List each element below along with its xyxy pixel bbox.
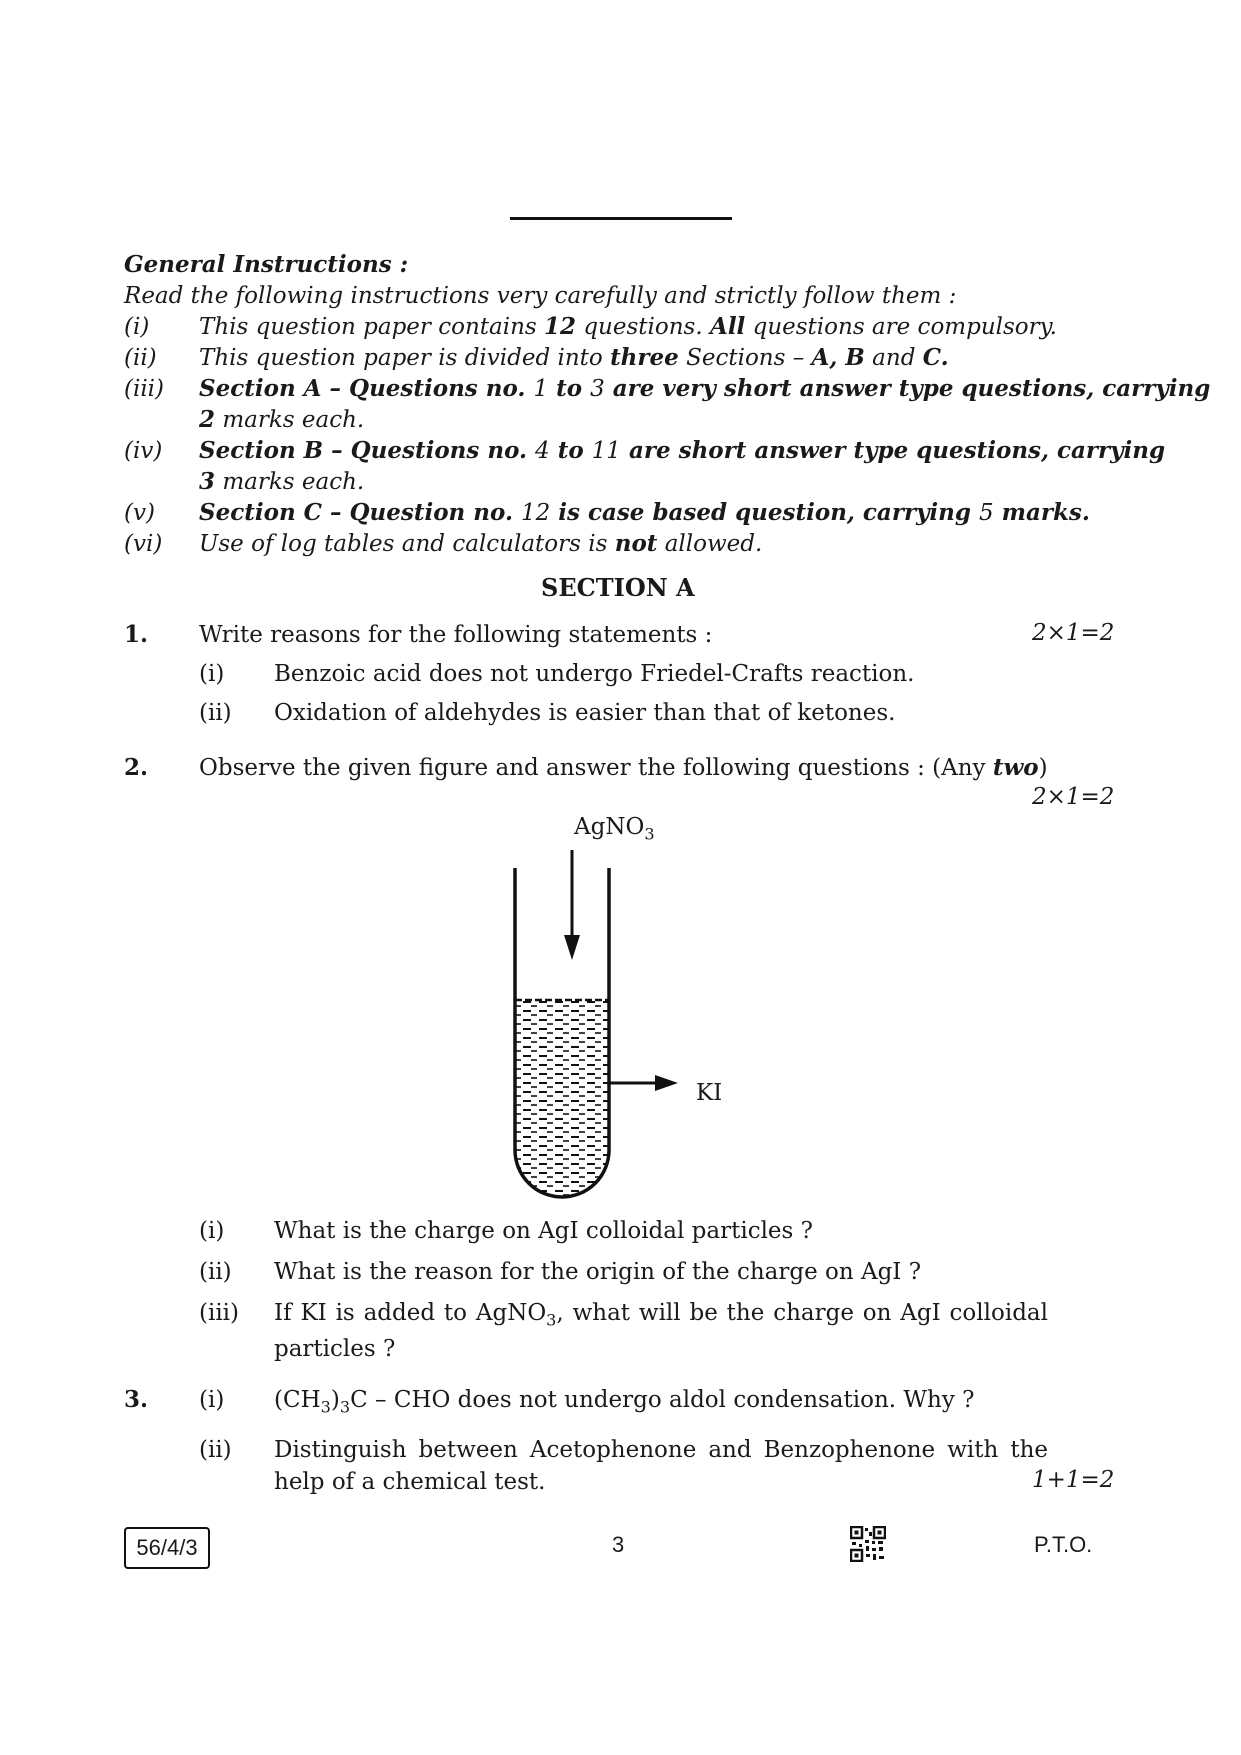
q1-sub-i-number: (i) — [199, 661, 225, 687]
q2-sub-iii-number: (iii) — [199, 1300, 240, 1326]
instruction-text-cont: 3 marks each. — [199, 468, 365, 495]
q2-text: Observe the given figure and answer the following questions : (Any two) — [199, 754, 1048, 781]
instruction-number: (vi) — [124, 531, 163, 557]
q2-sub-iii-text: If KI is added to AgNO$_3$, what will be the charge on AgI colloidal — [274, 1300, 1048, 1330]
agno3-label: AgNO$_3$ — [574, 814, 655, 844]
instruction-number: (v) — [124, 500, 155, 526]
agno3-arrow — [564, 850, 580, 960]
instruction-text-cont: 2 marks each. — [199, 406, 365, 433]
instructions-intro: Read the following instructions very carefully and strictly follow them : — [124, 283, 957, 309]
q2-marks: 2×1=2 — [1032, 784, 1115, 810]
q3-sub-i-text: $(CH_3)_3C$ – CHO does not undergo aldol condensation. Why ? — [274, 1387, 975, 1417]
q2-sub-iii-text-cont: particles ? — [274, 1336, 396, 1362]
instructions-heading: General Instructions : — [124, 251, 409, 278]
instruction-text: Section B – Questions no. 4 to 11 are short answer type questions, carrying — [199, 437, 1166, 464]
pto-label: P.T.O. — [1034, 1532, 1093, 1557]
q1-number: 1. — [124, 621, 149, 648]
instruction-number: (ii) — [124, 345, 157, 371]
instruction-text: Section A – Questions no. 1 to 3 are very short answer type questions, carrying — [199, 375, 1211, 402]
instruction-text: This question paper is divided into three Sections – A, B and C. — [199, 344, 949, 371]
ki-label: KI — [696, 1080, 723, 1106]
q1-text: Write reasons for the following statements : — [199, 622, 713, 648]
q3-marks: 1+1=2 — [1032, 1467, 1115, 1493]
q3-sub-i-number: (i) — [199, 1387, 225, 1413]
q1-sub-ii-number: (ii) — [199, 700, 232, 726]
instruction-text: Section C – Question no. 12 is case based question, carrying 5 marks. — [199, 499, 1090, 526]
q2-sub-ii-text: What is the reason for the origin of the charge on AgI ? — [274, 1259, 922, 1285]
q1-sub-i-text: Benzoic acid does not undergo Friedel-Crafts reaction. — [274, 661, 915, 687]
ki-arrow — [609, 1075, 678, 1091]
q2-sub-ii-number: (ii) — [199, 1259, 232, 1285]
top-rule — [510, 217, 732, 220]
q1-sub-ii-text: Oxidation of aldehydes is easier than that of ketones. — [274, 700, 896, 726]
q1-marks: 2×1=2 — [1032, 620, 1115, 646]
q3-sub-ii-text: Distinguish between Acetophenone and Benzophenone with the — [274, 1437, 1048, 1463]
ki-solution — [515, 1000, 609, 1200]
page-number: 3 — [612, 1532, 625, 1557]
instruction-text: This question paper contains 12 questions. All questions are compulsory. — [199, 313, 1057, 340]
instruction-number: (iii) — [124, 376, 165, 402]
test-tube-figure — [490, 800, 750, 1210]
instruction-number: (iv) — [124, 438, 163, 464]
paper-code-badge: 56/4/3 — [124, 1527, 210, 1569]
q2-sub-i-text: What is the charge on AgI colloidal particles ? — [274, 1218, 813, 1244]
q3-number: 3. — [124, 1386, 149, 1413]
q2-number: 2. — [124, 754, 149, 781]
section-a-title: SECTION A — [541, 573, 695, 602]
q2-sub-i-number: (i) — [199, 1218, 225, 1244]
qr-code-icon — [850, 1526, 886, 1562]
instruction-text: Use of log tables and calculators is not allowed. — [199, 530, 763, 557]
q3-sub-ii-number: (ii) — [199, 1437, 232, 1463]
q3-sub-ii-text-cont: help of a chemical test. — [274, 1469, 546, 1495]
instruction-number: (i) — [124, 314, 150, 340]
